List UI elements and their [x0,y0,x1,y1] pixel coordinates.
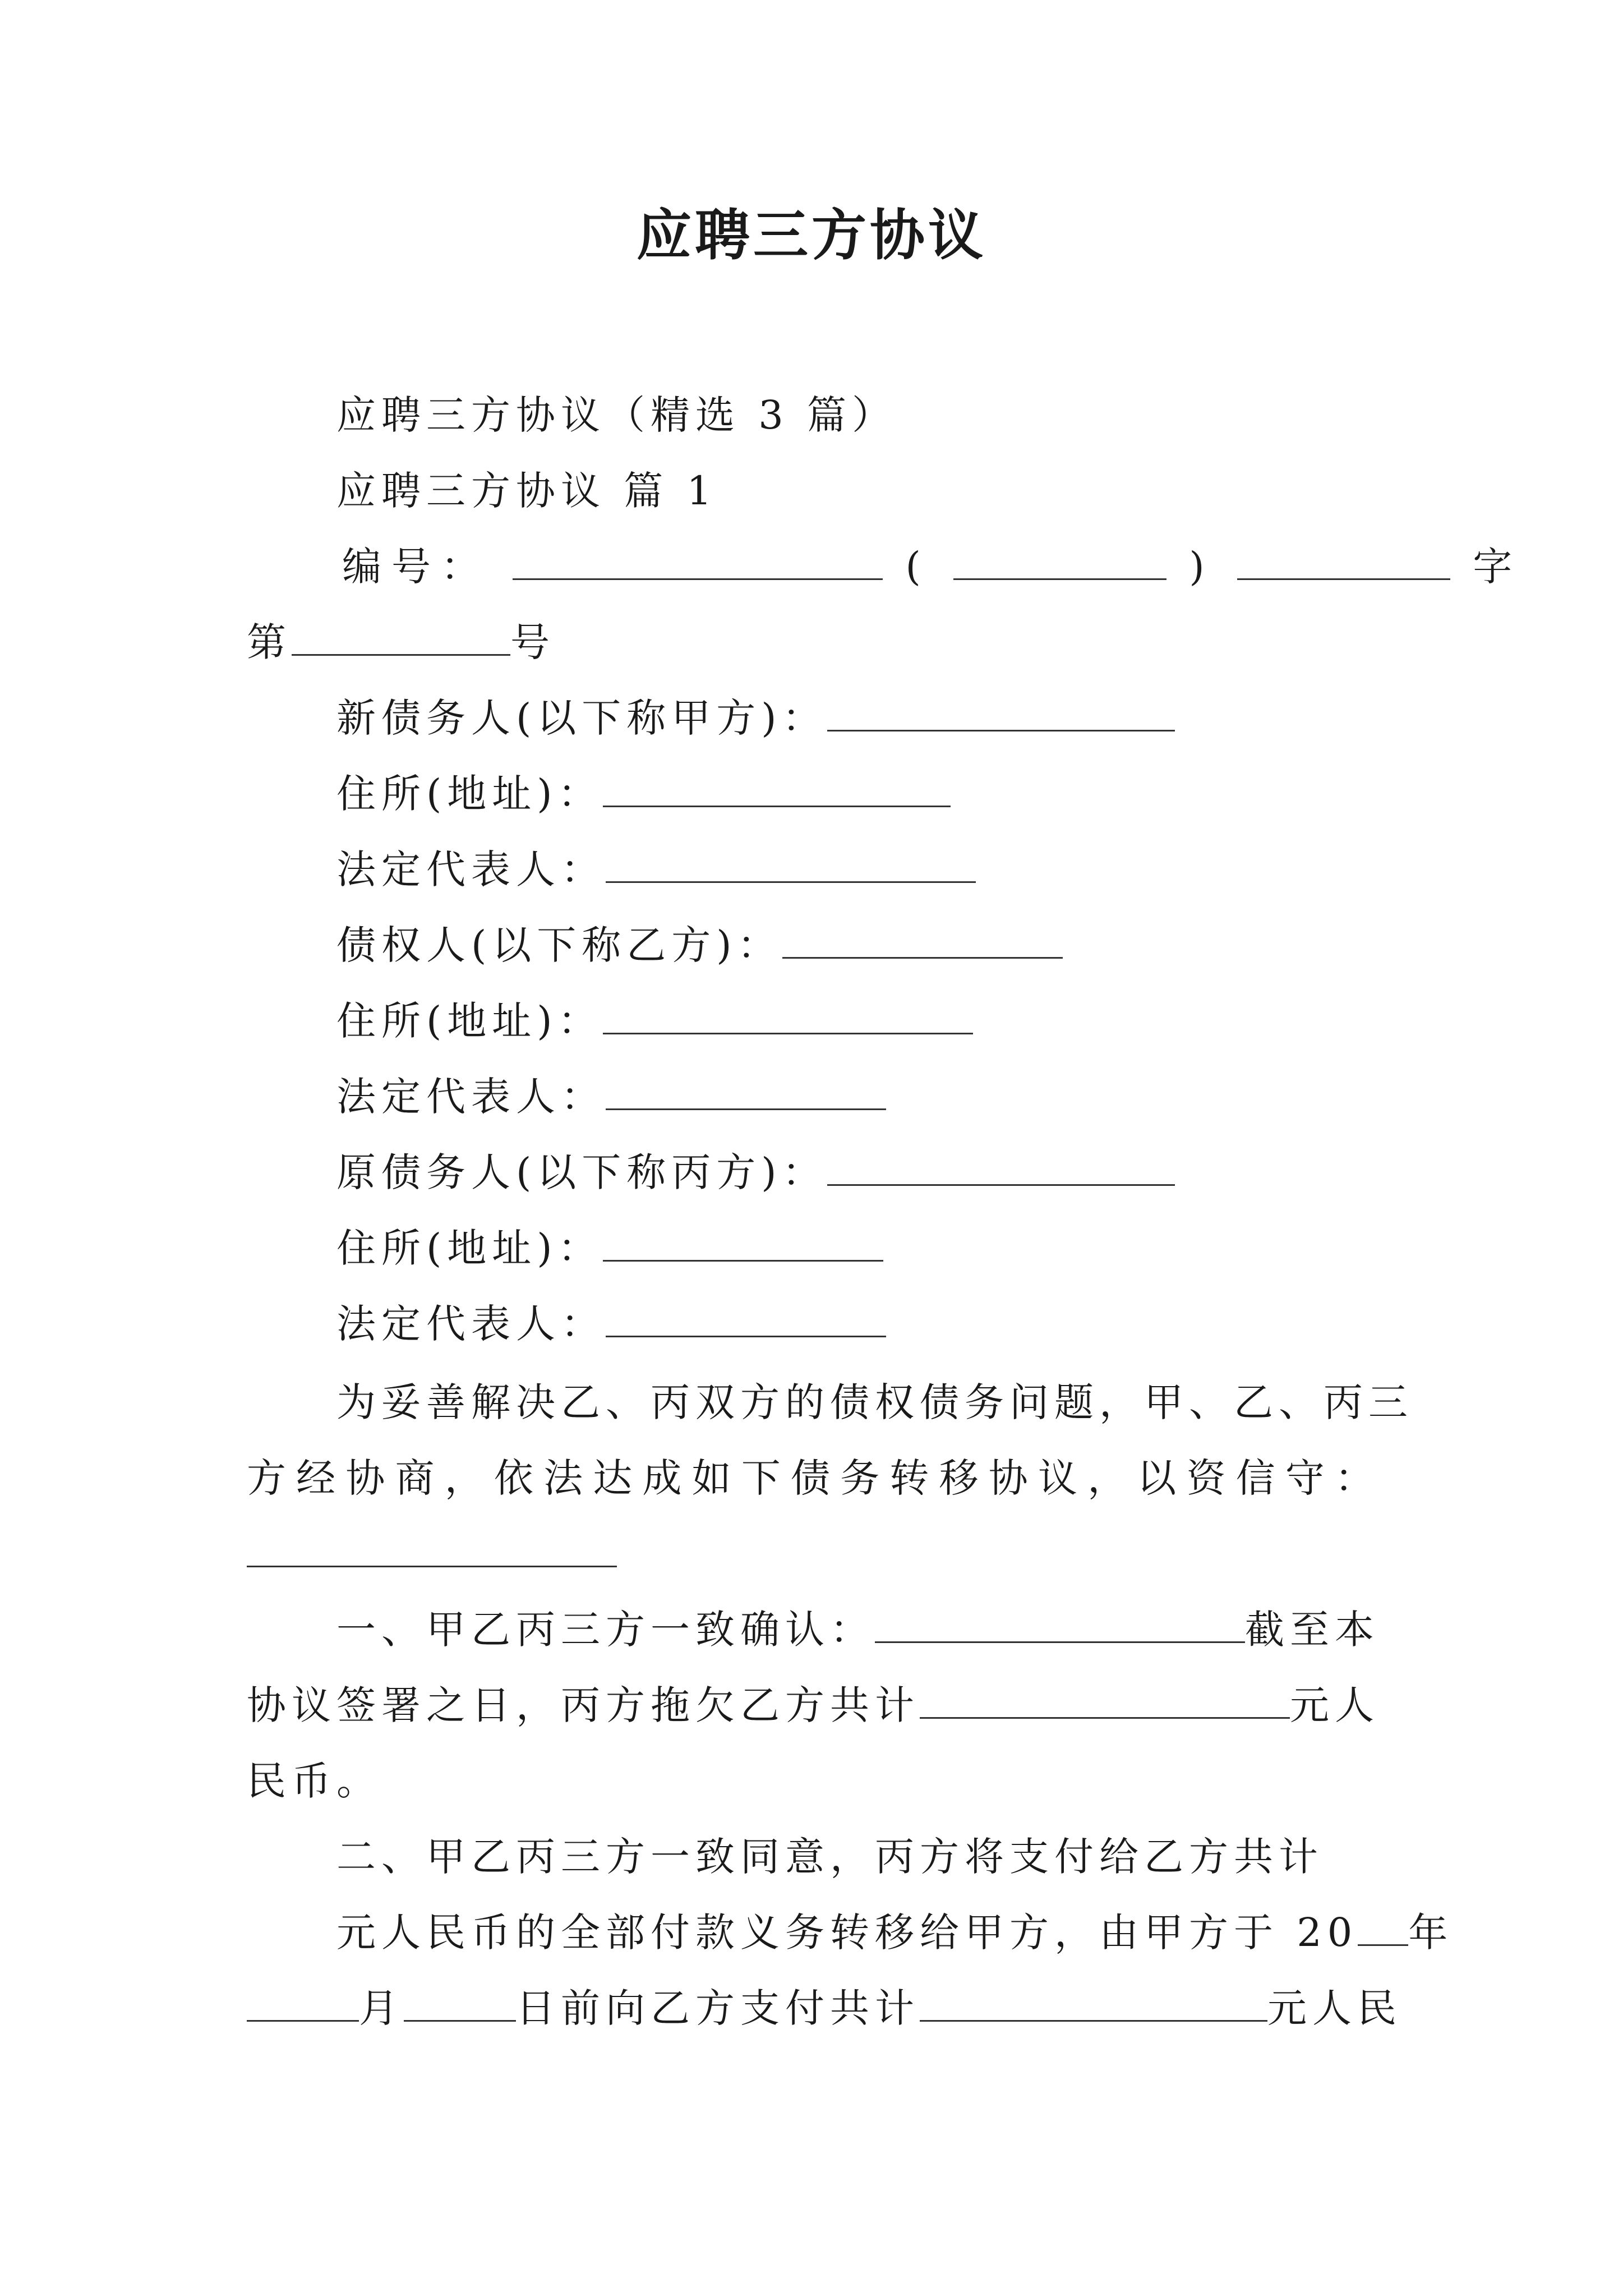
clause1-line2-prefix: 协议签署之日，丙方拖欠乙方共计 [247,1682,920,1728]
party-line-legal-rep-3 [336,1296,886,1352]
clause2-month-blank[interactable] [247,1985,359,2022]
number-label: 编号： [342,544,490,590]
clause2-day-blank[interactable] [404,1985,516,2022]
number-blank-4[interactable] [292,619,510,656]
number-open-paren: ( [905,544,931,590]
clause2-line-1: 二、甲乙丙三方一致同意，丙方将支付给乙方共计 [336,1834,1324,1880]
clause2-line2-suffix: 年 [1408,1910,1454,1955]
party-label: 新债务人(以下称甲方)： [336,695,827,741]
party-line-address-2 [336,993,973,1049]
document-subtitle: 应聘三方协议（精选 3 篇） [336,392,897,438]
party-label: 住所(地址)： [336,1225,603,1271]
party-blank[interactable] [782,922,1063,959]
party-label: 法定代表人： [336,1074,606,1120]
clause1-line-1 [336,1602,1380,1658]
intro-line-2: 方经协商，依法达成如下债务转移协议，以资信守： [247,1455,1380,1501]
clause2-line2-prefix: 元人民币的全部付款义务转移给甲方，由甲方于 20 [336,1910,1358,1955]
clause1-blank-2[interactable] [920,1682,1290,1719]
clause1-line1-suffix: 截至本 [1245,1607,1380,1653]
party-blank[interactable] [606,1074,886,1110]
party-label: 法定代表人： [336,1301,606,1347]
number-close-paren: ) [1189,544,1215,590]
document-title: 应聘三方协议 [636,204,986,268]
clause2-line-3 [247,1980,1402,2036]
number-continuation [247,614,555,670]
section-heading: 应聘三方协议 篇 1 [336,468,718,514]
party-line-creditor [336,917,1063,973]
party-line-address-3 [336,1220,883,1276]
clause2-year-blank[interactable] [1358,1910,1408,1946]
party-line-original-debtor [336,1144,1175,1200]
party-line-new-debtor [336,690,1175,746]
party-line-address-1 [336,766,951,822]
party-label: 法定代表人： [336,846,606,892]
party-blank[interactable] [603,1225,883,1262]
party-label: 原债务人(以下称丙方)： [336,1149,827,1195]
clause1-line1-prefix: 一、甲乙丙三方一致确认： [336,1607,875,1653]
clause2-line-2 [336,1904,1454,1961]
party-line-legal-rep-1 [336,841,976,898]
clause1-line-2 [247,1677,1380,1733]
intro-blank-line [247,1526,617,1582]
number-blank-3[interactable] [1237,544,1450,580]
party-blank[interactable] [827,695,1175,731]
number-blank-2[interactable] [953,544,1166,580]
number-suffix: 字 [1473,544,1523,590]
clause2-line3-suffix: 元人民 [1267,1985,1402,2031]
clause1-line-3: 民币。 [247,1758,381,1804]
clause2-day-label: 日前向乙方支付共计 [516,1985,920,2031]
number-line [342,539,1522,595]
clause1-blank-1[interactable] [875,1607,1245,1643]
number-continuation-prefix: 第 [247,619,292,665]
party-blank[interactable] [606,846,976,883]
party-blank[interactable] [606,1301,886,1337]
party-line-legal-rep-2 [336,1069,886,1125]
number-continuation-suffix: 号 [510,619,555,665]
party-blank[interactable] [603,771,951,807]
party-blank[interactable] [827,1149,1175,1186]
intro-line-1: 为妥善解决乙、丙双方的债权债务问题，甲、乙、丙三 [336,1379,1413,1425]
party-label: 债权人(以下称乙方)： [336,922,782,968]
clause1-line2-suffix: 元人 [1290,1682,1380,1728]
number-blank-1[interactable] [513,544,883,580]
clause2-amount-blank[interactable] [920,1985,1267,2022]
party-blank[interactable] [603,998,973,1034]
clause2-month-label: 月 [359,1985,404,2031]
intro-blank[interactable] [247,1531,617,1567]
party-label: 住所(地址)： [336,771,603,817]
party-label: 住所(地址)： [336,998,603,1044]
